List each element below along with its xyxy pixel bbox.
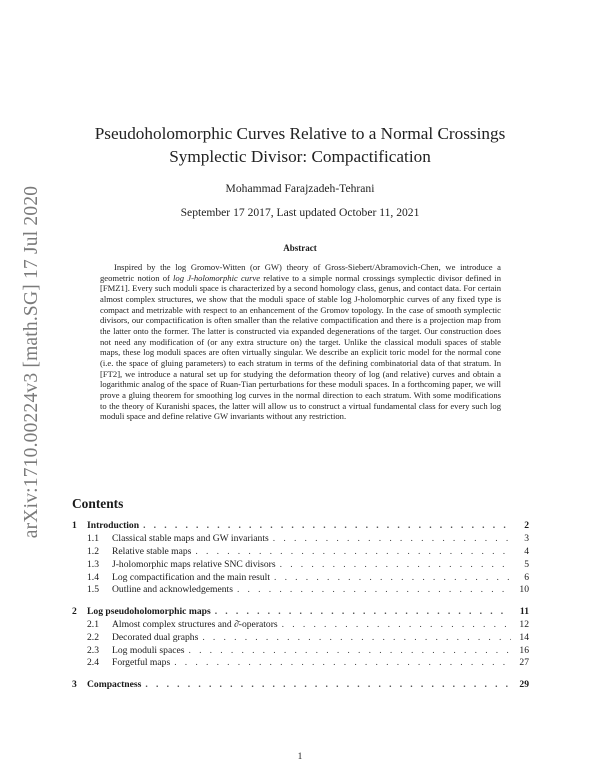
toc-dot-leader xyxy=(188,645,511,656)
toc-entry-page: 11 xyxy=(519,605,529,617)
paper-title: Pseudoholomorphic Curves Relative to a Normal Crossings Symplectic Divisor: Compactification xyxy=(94,124,506,166)
toc-subsection[interactable] xyxy=(72,619,529,632)
toc-subsection[interactable] xyxy=(72,645,529,658)
toc-entry-label: Log compactification and the main result xyxy=(112,571,270,583)
toc-entry-number: 2 xyxy=(72,605,77,617)
toc-entry-page: 6 xyxy=(524,571,529,583)
toc-entry-number: 3 xyxy=(72,678,77,690)
toc-entry-label: Introduction xyxy=(87,520,140,531)
toc-entry-label: Classical stable maps and GW invariants xyxy=(112,532,269,544)
toc-entry-page: 2 xyxy=(524,520,529,531)
toc-dot-leader xyxy=(143,520,511,531)
abstract-heading: Abstract xyxy=(283,243,317,253)
toc-entry-number: 1.1 xyxy=(87,532,99,544)
toc-spacer xyxy=(72,597,529,606)
page-number: 1 xyxy=(297,752,303,762)
toc-entry-number: 1.5 xyxy=(87,584,99,596)
arxiv-identifier-stamp xyxy=(16,182,48,542)
toc-entry-number: 2.4 xyxy=(87,657,99,669)
toc-entry-number: 2.3 xyxy=(87,644,99,656)
toc-subsection[interactable] xyxy=(72,559,529,572)
toc-entry-label: Relative stable maps xyxy=(112,545,192,557)
toc-entry-number: 1 xyxy=(72,520,77,531)
abstract-body xyxy=(100,262,501,422)
abstract-text-part2: relative to a simple normal crossings symplectic divisor defined in [FMZ1]. Every such moduli space is characterized by a second homology class, genus, and contact data. For certain almost complex structures, we show that the moduli space of stable log J-holomorphic curves of any fixed type is compact and metrizable with respect to an enhancement of the Gromov topology. In the case of smooth symplectic divisors, our compactification is often smaller than the relative compactification and there is a projection map from the latter onto the former. The latter is constructed via expanded degenerations of the target. Our construction does not need any modification of (or any extra structure on) the target. Unlike the classical moduli spaces of stable maps, these log moduli spaces are often virtually singular. We describe an explicit toric model for the normal cone (i.e. the space of gluing parameters) to each stratum in terms of the defining combinatorial data of that stratum. In [FT2], we introduce a natural set up for studying the deformation theory of log (and relative) curves and obtain a logarithmic analog of the space of Ruan-Tian perturbations for these moduli spaces. In a forthcoming paper, we will prove a gluing theorem for smoothing log curves in the normal direction to each stratum. With some modifications to the theory of Kuranishi spaces, the latter will allow us to construct a virtual fundamental class for every such log moduli space and define relative GW invariants without any restriction. xyxy=(100,272,502,422)
toc-section[interactable] xyxy=(72,520,529,533)
contents-heading: Contents xyxy=(72,496,124,511)
toc-entry-number: 1.4 xyxy=(87,571,99,583)
toc-subsection[interactable] xyxy=(72,632,529,645)
toc-entry-page: 16 xyxy=(519,644,529,656)
toc-spacer xyxy=(72,670,529,679)
toc-subsection[interactable] xyxy=(72,572,529,585)
toc-entry-page: 29 xyxy=(519,678,529,690)
toc-section[interactable] xyxy=(72,679,529,692)
toc-dot-leader xyxy=(174,657,511,668)
toc-entry-label: J-holomorphic maps relative SNC divisors xyxy=(112,558,276,570)
table-of-contents xyxy=(72,520,529,692)
toc-entry-page: 14 xyxy=(519,631,529,643)
toc-dot-leader xyxy=(215,606,511,617)
toc-subsection[interactable] xyxy=(72,533,529,546)
toc-entry-label: Outline and acknowledgements xyxy=(112,584,233,596)
toc-entry-label: Log pseudoholomorphic maps xyxy=(87,605,211,617)
paper-date: September 17 2017, Last updated October 11, 2021 xyxy=(180,206,420,219)
arxiv-identifier-text: arXiv:1710.00224v3 [math.SG] 17 Jul 2020 xyxy=(21,185,42,539)
toc-subsection[interactable] xyxy=(72,584,529,597)
toc-dot-leader xyxy=(202,632,511,643)
toc-dot-leader xyxy=(237,584,511,595)
toc-subsection[interactable] xyxy=(72,657,529,670)
toc-entry-page: 10 xyxy=(519,584,529,596)
toc-section[interactable] xyxy=(72,606,529,619)
toc-entry-page: 4 xyxy=(524,545,529,557)
toc-dot-leader xyxy=(145,679,511,690)
toc-entry-number: 1.2 xyxy=(87,545,99,557)
toc-entry-number: 1.3 xyxy=(87,558,99,570)
toc-dot-leader xyxy=(274,572,511,583)
toc-entry-label: Decorated dual graphs xyxy=(112,631,199,643)
toc-entry-label: Forgetful maps xyxy=(112,657,171,669)
abstract-italic-term: log J-holomorphic curve xyxy=(173,272,261,283)
toc-subsection[interactable] xyxy=(72,546,529,559)
toc-entry-page: 3 xyxy=(524,532,529,544)
toc-entry-label: Log moduli spaces xyxy=(112,644,185,656)
toc-entry-page: 27 xyxy=(519,657,529,669)
toc-entry-label: Compactness xyxy=(87,678,142,690)
toc-dot-leader xyxy=(273,533,511,544)
toc-entry-page: 12 xyxy=(519,618,529,630)
toc-dot-leader xyxy=(195,546,511,557)
toc-entry-number: 2.1 xyxy=(87,618,99,630)
toc-entry-page: 5 xyxy=(524,558,529,570)
toc-entry-label: Almost complex structures and ∂̄-operators xyxy=(112,618,278,630)
toc-dot-leader xyxy=(280,559,511,570)
toc-entry-number: 2.2 xyxy=(87,631,99,643)
toc-dot-leader xyxy=(282,619,511,630)
paper-author: Mohammad Farajzadeh-Tehrani xyxy=(225,182,375,195)
abstract-text-part1: Inspired by the log Gromov-Witten (or GW) theory of Gross-Siebert/Abramovich-Chen, we introduce a geometric notion of xyxy=(100,262,501,283)
